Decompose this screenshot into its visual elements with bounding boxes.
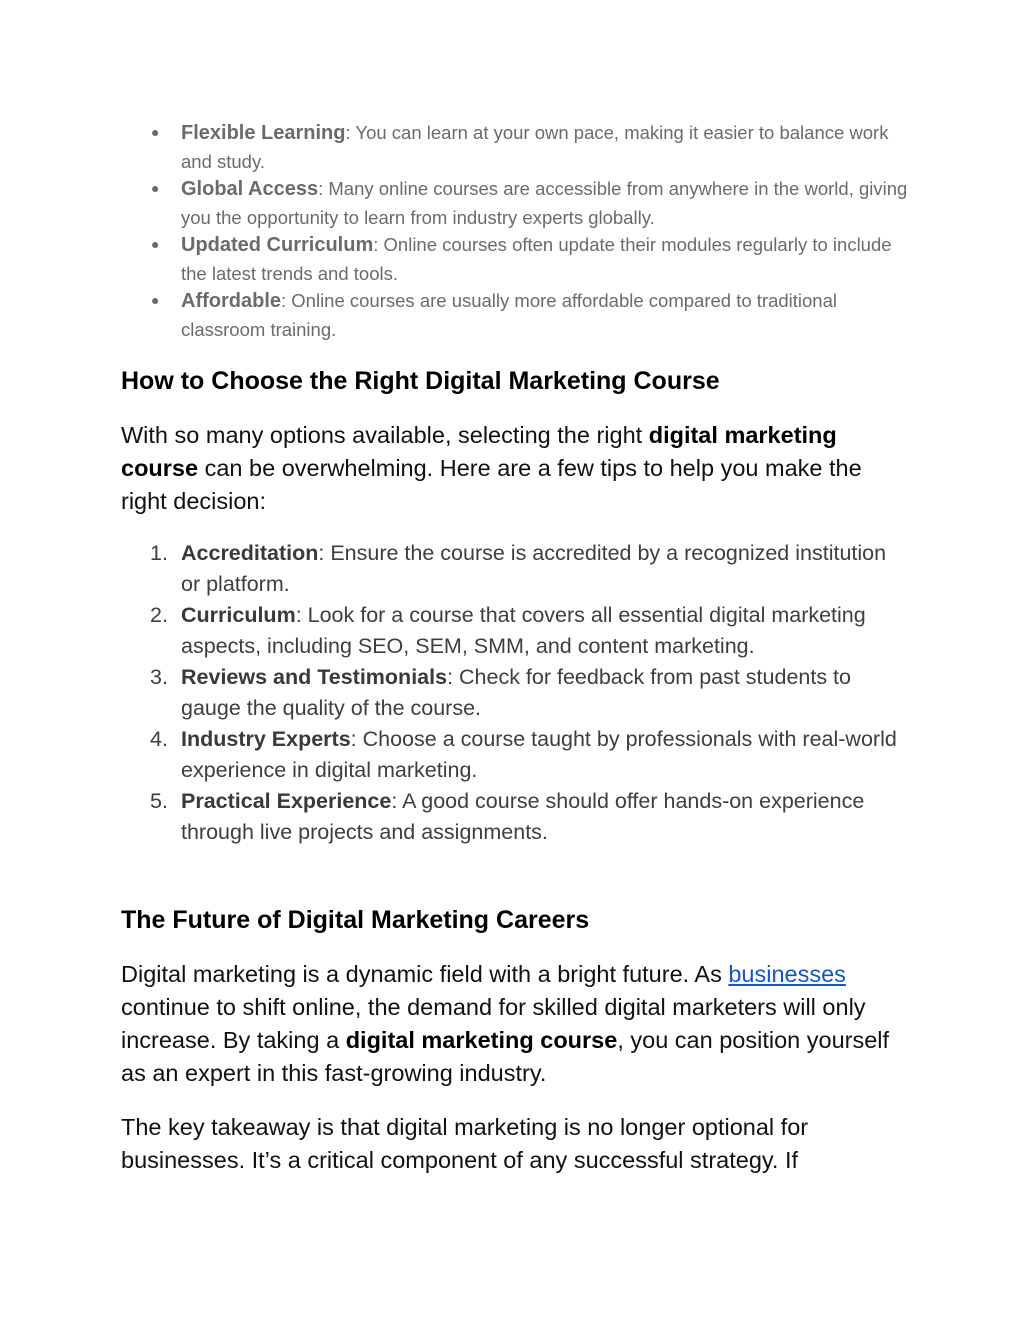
benefit-text: : Many online courses are accessible from anywhere in the world, giving you the opportunity to learn from industry experts globally. (181, 178, 908, 228)
bullet-icon: ● (151, 236, 160, 252)
tips-list (121, 538, 911, 848)
item-number: 1. (150, 541, 168, 565)
list-item (121, 600, 911, 662)
future-bold: digital marketing course (345, 1027, 618, 1053)
tip-text: : Look for a course that covers all essential digital marketing aspects, including SEO, SEM, SMM, and content marketing. (181, 603, 866, 658)
benefit-term: Global Access (181, 178, 319, 200)
benefit-term: Updated Curriculum (181, 234, 374, 256)
list-item (121, 287, 921, 343)
future-paragraph (121, 958, 911, 1090)
bullet-icon: ● (151, 180, 160, 196)
benefit-term: Flexible Learning (181, 122, 346, 144)
section-heading-choose: How to Choose the Right Digital Marketing Course (121, 367, 720, 395)
bullet-icon: ● (151, 124, 160, 140)
benefits-list (121, 119, 921, 343)
list-item (121, 175, 921, 231)
item-number: 2. (150, 603, 168, 627)
intro-bold: digital marketing course (121, 422, 837, 481)
tip-text: : Check for feedback from past students to gauge the quality of the course. (181, 665, 851, 720)
section-heading-future: The Future of Digital Marketing Careers (121, 906, 590, 934)
benefit-text: : Online courses often update their modules regularly to include the latest trends and tools. (181, 234, 892, 284)
benefit-text: : Online courses are usually more affordable compared to traditional classroom training. (181, 290, 837, 340)
list-item (121, 119, 921, 175)
tip-term: Industry Experts (181, 727, 351, 751)
businesses-link[interactable]: businesses (728, 961, 846, 987)
intro-text: With so many options available, selecting the right (121, 422, 649, 448)
tip-text: : Ensure the course is accredited by a recognized institution or platform. (181, 541, 887, 596)
list-item (121, 662, 911, 724)
item-number: 3. (150, 665, 168, 689)
intro-paragraph (121, 419, 911, 518)
tip-text: : Choose a course taught by professionals with real-world experience in digital marketing. (181, 727, 897, 782)
list-item (121, 724, 911, 786)
tip-term: Practical Experience (181, 789, 392, 813)
list-item (121, 538, 911, 600)
tip-text: : A good course should offer hands-on experience through live projects and assignments. (181, 789, 865, 844)
list-item (121, 231, 921, 287)
future-text: Digital marketing is a dynamic field with a bright future. As (121, 961, 729, 987)
future-text-mid: continue to shift online, the demand for skilled digital marketers will only increase. By taking a (121, 994, 866, 1053)
future-text-end: , you can position yourself as an expert in this fast-growing industry. (121, 1027, 890, 1086)
benefit-text: : You can learn at your own pace, making it easier to balance work and study. (181, 122, 889, 172)
bullet-icon: ● (151, 292, 160, 308)
takeaway-paragraph: The key takeaway is that digital marketing is no longer optional for businesses. It’s a critical component of any successful strategy. If (121, 1114, 809, 1173)
tip-term: Curriculum (181, 603, 296, 627)
tip-term: Accreditation (181, 541, 319, 565)
item-number: 4. (150, 727, 168, 751)
item-number: 5. (150, 789, 168, 813)
list-item (121, 786, 911, 848)
intro-text-end: can be overwhelming. Here are a few tips to help you make the right decision: (121, 455, 862, 514)
benefit-term: Affordable (181, 290, 281, 312)
tip-term: Reviews and Testimonials (181, 665, 448, 689)
